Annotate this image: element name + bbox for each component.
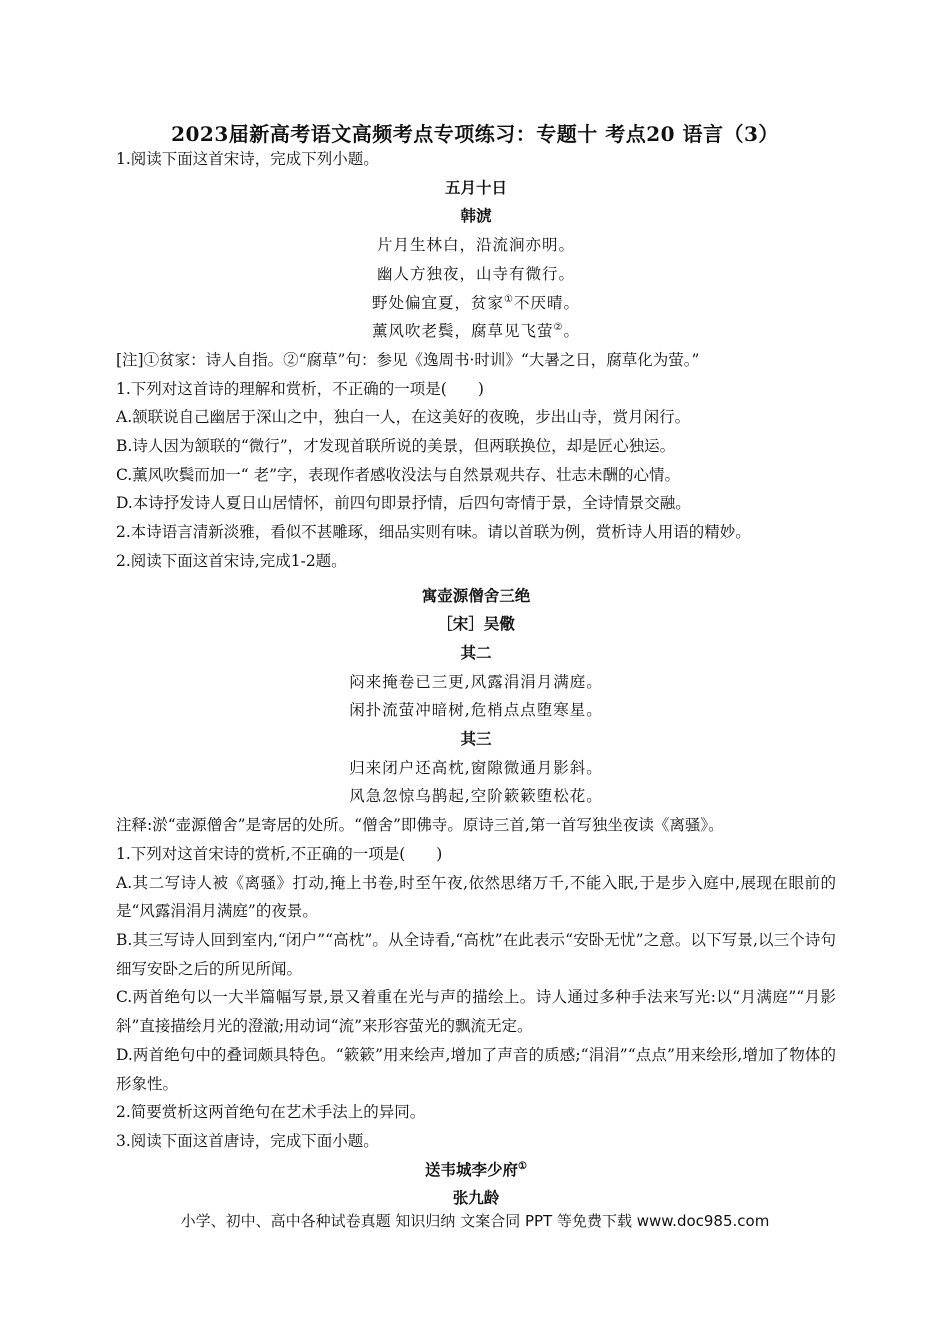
q3-poem-title [116, 1156, 836, 1185]
q2-option-d: D.两首绝句中的叠词颇具特色。“簌簌”用来绘声,增加了声音的质感;“涓涓”“点点”用来绘形,增加了物体的形象性。 [116, 1045, 836, 1093]
q2-part2-title: 其二 [460, 642, 492, 662]
q1-poem-line-1: 片月生林白，沿流涧亦明。 [376, 236, 575, 255]
q2-sub1: 1.下列对这首宋诗的赏析,不正确的一项是( ) [116, 844, 443, 863]
q2-poem-author: ［宋］吴儆 [437, 614, 515, 634]
q2-option-c: C.两首绝句以一大半篇幅写景,景又着重在光与声的描绘上。诗人通过多种手法来写光:以“月满庭”“月影斜”直接描绘月光的澄澈;用动词“流”来形容萤光的飘流无定。 [116, 988, 836, 1036]
q2-poem-title: 寓壶源僧舍三绝 [421, 585, 531, 605]
q1-poem-line-4-head: 薰风吹老鬓，腐草见飞萤 [372, 322, 554, 341]
q1-option-a: A.颔联说自己幽居于深山之中，独白一人，在这美好的夜晚，步出山寺，赏月闲行。 [116, 408, 691, 427]
q1-poem-line-2: 幽人方独夜，山寺有微行。 [376, 264, 575, 283]
q2-part3-line-1: 归来闭户还高枕,窗隙微通月影斜。 [349, 758, 603, 777]
q2-part3-title: 其三 [460, 729, 492, 749]
page-footer: 小学、初中、高中各种试卷真题 知识归纳 文案合同 PPT 等免费下载 www.doc985.com [180, 1212, 770, 1230]
q2-part2-line-2: 闲扑流萤冲暗树,危梢点点堕寒星。 [349, 701, 603, 720]
footnote-mark-2: ② [553, 322, 564, 334]
q1-poem-author: 韩淲 [460, 206, 492, 226]
q1-poem-title: 五月十日 [444, 177, 507, 197]
q1-option-b: B.诗人因为颔联的“微行”，才发现首联所说的美景，但两联换位，却是匠心独运。 [116, 437, 676, 456]
q1-poem-line-4-tail: 。 [563, 322, 580, 341]
q2-part3-line-2: 风急忽惊乌鹊起,空阶簌簌堕松花。 [349, 787, 603, 806]
q1-poem-line-3 [116, 289, 836, 318]
q1-poem-line-3-tail: 不厌晴。 [513, 293, 580, 312]
q1-option-d: D.本诗抒发诗人夏日山居情怀，前四句即景抒情，后四句寄情于景，全诗情景交融。 [116, 494, 691, 513]
q2-part2-line-1: 闷来掩卷已三更,风露涓涓月满庭。 [349, 672, 603, 691]
q1-sub2: 2.本诗语言清新淡雅，看似不甚雕琢，细品实则有味。请以首联为例，赏析诗人用语的精妙。 [116, 523, 751, 542]
q1-poem-line-3-head: 野处偏宜夏，贫家 [372, 293, 505, 312]
q1-sub1: 1.下列对这首诗的理解和赏析，不正确的一项是( ) [116, 379, 484, 398]
footnote-mark-q3: ① [518, 1160, 527, 1172]
q3-intro: 3.阅读下面这首唐诗，完成下面小题。 [116, 1131, 379, 1150]
q1-poem-line-4 [116, 317, 836, 346]
q1-intro: 1.阅读下面这首宋诗，完成下列小题。 [116, 150, 379, 168]
q3-poem-author: 张九龄 [452, 1188, 500, 1208]
q2-option-a: A.其二写诗人被《离骚》打动,掩上书卷,时至午夜,依然思绪万千,不能入眠,于是步入庭中,展现在眼前的是“风露涓涓月满庭”的夜景。 [116, 873, 836, 921]
document-body [116, 145, 836, 1213]
q2-intro: 2.阅读下面这首宋诗,完成1-2题。 [116, 551, 347, 570]
footnote-mark-1: ① [504, 293, 514, 305]
q1-note: [注]①贫家：诗人自指。②“腐草”句：参见《逸周书·时训》“大暑之日，腐草化为萤。” [116, 350, 700, 369]
q2-sub2: 2.简要赏析这两首绝句在艺术手法上的异同。 [116, 1103, 426, 1122]
q2-option-b: B.其三写诗人回到室内,“闭户”“高枕”。从全诗看,“高枕”在此表示“安卧无忧”之意。以下写景,以三个诗句细写安卧之后的所见所闻。 [116, 930, 836, 978]
q1-option-c: C.薰风吹鬓而加一“ 老”字，表现作者感收没法与自然景观共存、壮志未酬的心情。 [116, 465, 681, 484]
page-title: 2023届新高考语文高频考点专项练习：专题十 考点20 语言（3） [171, 122, 779, 146]
q2-note: 注释:淤“壶源僧舍”是寄居的处所。“僧舍”即佛寺。原诗三首,第一首写独坐夜读《离骚》。 [116, 816, 724, 835]
q3-poem-title-text: 送韦城李少府 [425, 1159, 519, 1179]
